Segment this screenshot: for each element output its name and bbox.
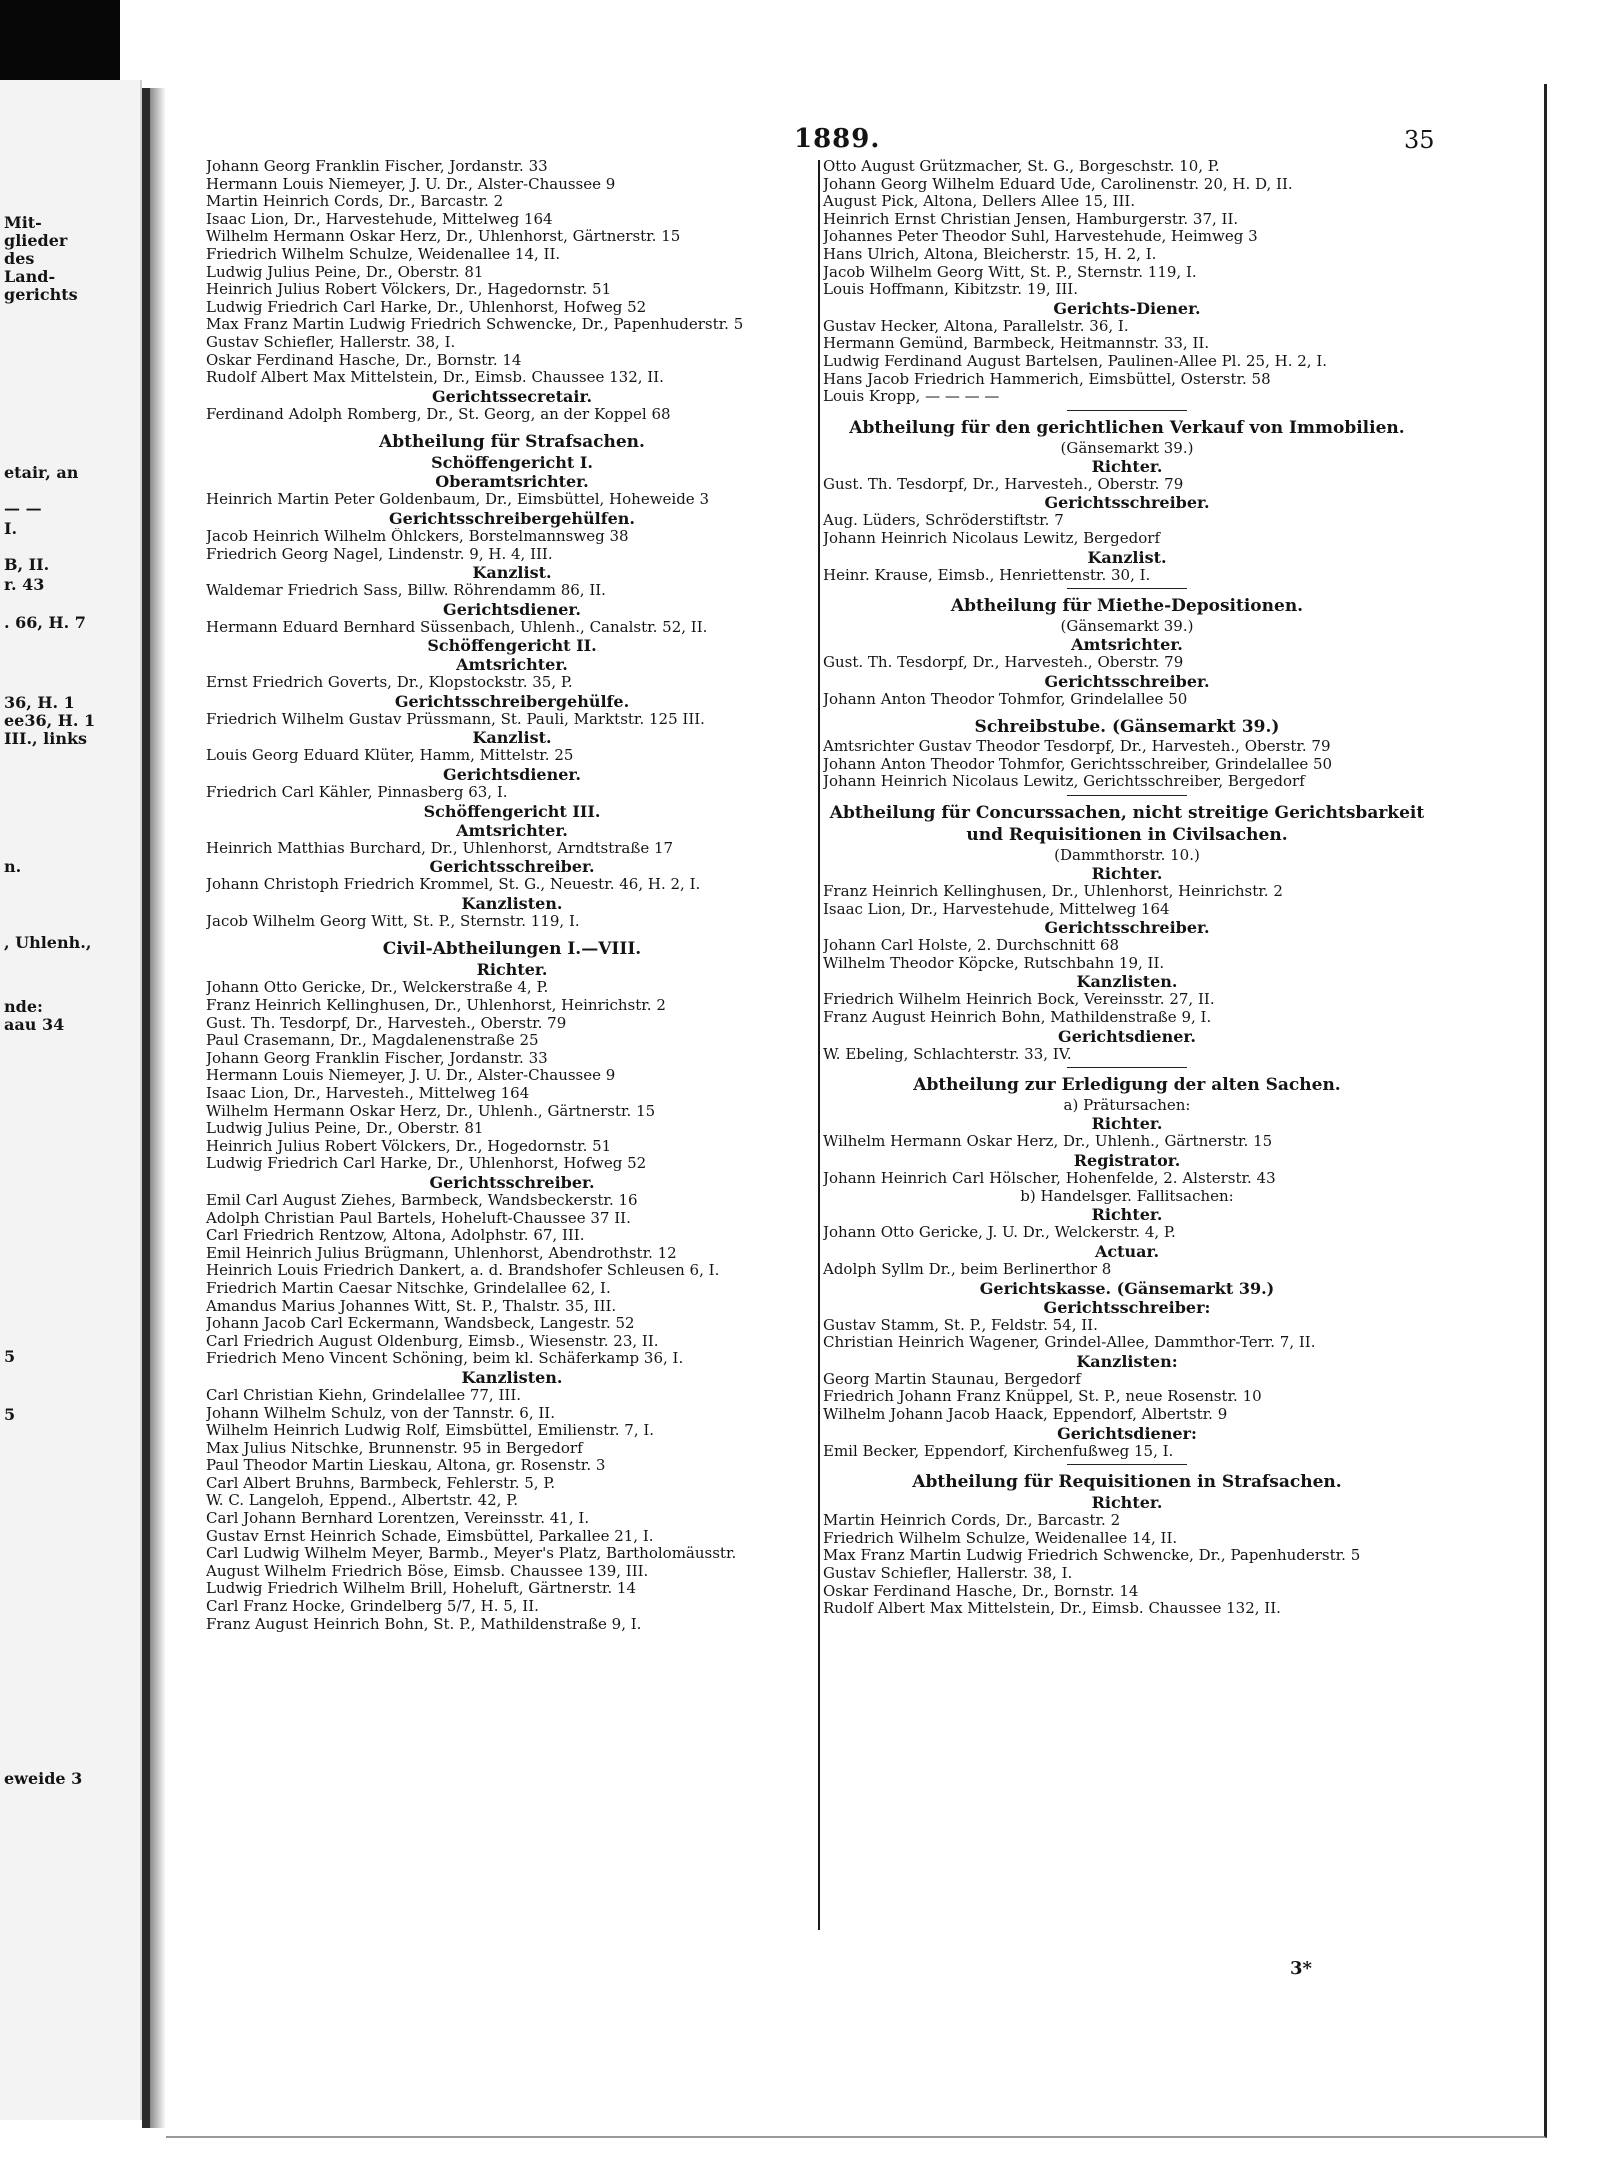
book-gutter — [142, 88, 150, 2128]
directory-entry: Amandus Marius Johannes Witt, St. P., Thalstr. 35, III. — [206, 1297, 617, 1315]
directory-entry: Ernst Friedrich Goverts, Dr., Klopstockstr. 35, P. — [206, 674, 573, 692]
directory-entry: Gustav Ernst Heinrich Schade, Eimsbüttel, Parkallee 21, I. — [206, 1527, 654, 1545]
role-heading: Gerichtsdiener. — [443, 765, 581, 785]
role-heading: Gerichtsschreiber: — [1043, 1297, 1211, 1317]
section-note: a) Prätursachen: — [1063, 1096, 1191, 1115]
directory-entry: Johann Christoph Friedrich Krommel, St. G., Neuestr. 46, H. 2, I. — [206, 876, 701, 894]
directory-entry: Hermann Gemünd, Barmbeck, Heitmannstr. 33, II. — [823, 335, 1210, 353]
previous-page-fragment: , Uhlenh., — [4, 933, 92, 952]
section-heading: Abtheilung zur Erledigung der alten Sachen. — [913, 1075, 1341, 1096]
directory-entry: W. Ebeling, Schlachterstr. 33, IV. — [823, 1045, 1072, 1063]
role-heading: Gerichtsschreiber. — [429, 857, 595, 877]
role-heading: Richter. — [1091, 1205, 1163, 1225]
page-year: 1889. — [794, 124, 881, 154]
role-heading: Kanzlisten: — [1076, 1351, 1178, 1371]
spacer — [206, 930, 818, 938]
previous-page-fragment: Mit- — [4, 213, 42, 232]
previous-page-fragment: 36, H. 1 — [4, 693, 75, 712]
directory-entry: Adolph Syllm Dr., beim Berlinerthor 8 — [823, 1261, 1112, 1278]
directory-entry: Martin Heinrich Cords, Dr., Barcastr. 2 — [823, 1512, 1121, 1530]
directory-entry: Otto August Grützmacher, St. G., Borgeschstr. 10, P. — [823, 158, 1220, 175]
directory-entry: Heinrich Julius Robert Völckers, Dr., Hogedornstr. 51 — [206, 1137, 612, 1155]
scan-top-margin — [0, 0, 1600, 82]
directory-entry: Friedrich Johann Franz Knüppel, St. P., neue Rosenstr. 10 — [823, 1388, 1262, 1406]
section-note: (Dammthorstr. 10.) — [1054, 846, 1200, 865]
previous-page-fragment: gerichts — [4, 285, 78, 304]
previous-page-fragment: ee36, H. 1 — [4, 711, 96, 730]
directory-entry: Heinrich Louis Friedrich Dankert, a. d. Brandshofer Schleusen 6, I. — [206, 1262, 720, 1280]
directory-entry: Wilhelm Theodor Köpcke, Rutschbahn 19, II. — [823, 954, 1165, 972]
role-heading: Oberamtsrichter. — [435, 472, 589, 492]
previous-page-fragment: III., links — [4, 729, 88, 748]
role-heading: Schöffengericht III. — [423, 801, 601, 821]
directory-entry: Johann Heinrich Nicolaus Lewitz, Gerichtsschreiber, Bergedorf — [823, 773, 1305, 791]
directory-entry: Christian Heinrich Wagener, Grindel-Allee, Dammthor-Terr. 7, II. — [823, 1334, 1316, 1352]
page-number: 35 — [1404, 126, 1435, 154]
directory-entry: Ludwig Ferdinand August Bartelsen, Paulinen-Allee Pl. 25, H. 2, I. — [823, 352, 1328, 370]
role-heading: Gerichtsschreibergehülfen. — [389, 508, 635, 528]
directory-entry: Friedrich Wilhelm Schulze, Weidenallee 14, II. — [206, 245, 561, 263]
previous-page-fragment: 5 — [4, 1347, 16, 1366]
role-heading: Registrator. — [1073, 1150, 1181, 1170]
directory-entry: Oskar Ferdinand Hasche, Dr., Bornstr. 14 — [823, 1582, 1139, 1600]
directory-entry: Johann Heinrich Nicolaus Lewitz, Bergedorf — [823, 529, 1161, 547]
directory-entry: Friedrich Georg Nagel, Lindenstr. 9, H. 4, III. — [206, 545, 553, 563]
section-heading: und Requisitionen in Civilsachen. — [966, 825, 1288, 846]
directory-entry: Johann Jacob Carl Eckermann, Wandsbeck, Langestr. 52 — [206, 1315, 635, 1333]
directory-entry: Hans Jacob Friedrich Hammerich, Eimsbüttel, Osterstr. 58 — [823, 370, 1271, 388]
directory-entry: Wilhelm Heinrich Ludwig Rolf, Eimsbüttel, Emilienstr. 7, I. — [206, 1422, 655, 1440]
directory-entry: Georg Martin Staunau, Bergedorf — [823, 1370, 1081, 1388]
directory-entry: Friedrich Wilhelm Schulze, Weidenallee 14, II. — [823, 1529, 1178, 1547]
directory-entry: Gustav Schiefler, Hallerstr. 38, I. — [206, 333, 456, 351]
left-column — [206, 158, 818, 1633]
directory-entry: Jacob Wilhelm Georg Witt, St. P., Sternstr. 119, I. — [206, 912, 580, 930]
directory-entry: Wilhelm Hermann Oskar Herz, Dr., Uhlenh., Gärtnerstr. 15 — [206, 1102, 656, 1120]
directory-entry: Johann Georg Franklin Fischer, Jordanstr. 33 — [206, 1049, 548, 1067]
directory-entry: Louis Kropp, — — — — — [823, 388, 1000, 406]
section-rule — [1067, 1067, 1187, 1068]
directory-entry: Carl Friedrich Rentzow, Altona, Adolphstr. 67, III. — [206, 1227, 585, 1245]
directory-entry: Hermann Louis Niemeyer, J. U. Dr., Alster-Chaussee 9 — [206, 175, 616, 193]
previous-page-fragment: . 66, H. 7 — [4, 613, 86, 632]
role-heading: Gerichtskasse. (Gänsemarkt 39.) — [979, 1278, 1275, 1298]
role-heading: Gerichtssecretair. — [431, 386, 593, 406]
role-heading: Amtsrichter. — [1071, 635, 1183, 655]
role-heading: Gerichtsdiener: — [1057, 1423, 1197, 1443]
directory-entry: Isaac Lion, Dr., Harvestehude, Mittelweg 164 — [206, 210, 553, 228]
previous-page-fragment: I. — [4, 519, 18, 538]
directory-entry: Emil Carl August Ziehes, Barmbeck, Wandsbeckerstr. 16 — [206, 1191, 638, 1209]
directory-entry: Aug. Lüders, Schröderstiftstr. 7 — [823, 512, 1064, 530]
directory-entry: Ludwig Julius Peine, Dr., Oberstr. 81 — [206, 1120, 484, 1138]
role-heading: Gerichtsdiener. — [443, 599, 581, 619]
directory-entry: Friedrich Wilhelm Gustav Prüssmann, St. Pauli, Marktstr. 125 III. — [206, 710, 705, 728]
directory-entry: Gustav Hecker, Altona, Parallelstr. 36, I. — [823, 317, 1129, 335]
section-note: (Gänsemarkt 39.) — [1060, 438, 1194, 457]
previous-page-fragment: des — [4, 249, 35, 268]
directory-entry: Louis Hoffmann, Kibitzstr. 19, III. — [823, 281, 1078, 299]
role-heading: Gerichtsschreiber. — [1044, 918, 1210, 938]
directory-entry: Johann Anton Theodor Tohmfor, Grindelallee 50 — [823, 690, 1188, 708]
role-heading: Kanzlisten. — [1076, 972, 1178, 992]
directory-entry: Heinrich Matthias Burchard, Dr., Uhlenhorst, Arndtstraße 17 — [206, 839, 674, 857]
directory-entry: Wilhelm Johann Jacob Haack, Eppendorf, Albertstr. 9 — [823, 1405, 1228, 1423]
directory-entry: Carl Christian Kiehn, Grindelallee 77, III. — [206, 1386, 522, 1404]
section-rule — [1067, 1464, 1187, 1465]
role-heading: Actuar. — [1094, 1242, 1160, 1261]
section-rule — [1067, 588, 1187, 589]
directory-entry: Carl Friedrich August Oldenburg, Eimsb., Wiesenstr. 23, II. — [206, 1332, 659, 1350]
spacer — [206, 423, 818, 431]
right-column — [823, 158, 1431, 1618]
directory-entry: Carl Ludwig Wilhelm Meyer, Barmb., Meyer's Platz, Bartholomäusstr. — [206, 1545, 737, 1563]
directory-entry: Franz Heinrich Kellinghusen, Dr., Uhlenhorst, Heinrichstr. 2 — [206, 997, 666, 1015]
directory-entry: Johann Otto Gericke, Dr., Welckerstraße 4, P. — [206, 979, 549, 997]
directory-entry: Heinrich Julius Robert Völckers, Dr., Hagedornstr. 51 — [206, 281, 612, 299]
directory-entry: Isaac Lion, Dr., Harvesteh., Mittelweg 164 — [206, 1085, 530, 1102]
directory-entry: Gust. Th. Tesdorpf, Dr., Harvesteh., Oberstr. 79 — [823, 475, 1184, 493]
directory-entry: Isaac Lion, Dr., Harvestehude, Mittelweg 164 — [823, 900, 1170, 918]
directory-entry: Paul Theodor Martin Lieskau, Altona, gr. Rosenstr. 3 — [206, 1457, 606, 1475]
role-heading: Richter. — [1091, 456, 1163, 476]
directory-entry: Hermann Eduard Bernhard Süssenbach, Uhlenh., Canalstr. 52, II. — [206, 618, 708, 636]
role-heading: Kanzlisten. — [461, 1367, 563, 1387]
section-rule — [1067, 410, 1187, 411]
previous-page-fragment: etair, an — [4, 463, 79, 482]
directory-entry: Adolph Christian Paul Bartels, Hoheluft-Chaussee 37 II. — [206, 1209, 631, 1227]
section-note: b) Handelsger. Fallitsachen: — [1020, 1187, 1234, 1206]
previous-page-fragment: aau 34 — [4, 1015, 65, 1034]
directory-entry: Emil Becker, Eppendorf, Kirchenfußweg 15, I. — [823, 1442, 1174, 1460]
directory-entry: Johann Wilhelm Schulz, von der Tannstr. 6, II. — [206, 1404, 555, 1422]
directory-entry: Rudolf Albert Max Mittelstein, Dr., Eimsb. Chaussee 132, II. — [823, 1600, 1281, 1618]
directory-entry: Gust. Th. Tesdorpf, Dr., Harvesteh., Oberstr. 79 — [823, 654, 1184, 672]
directory-entry: Emil Heinrich Julius Brügmann, Uhlenhorst, Abendrothstr. 12 — [206, 1244, 677, 1262]
section-heading: Civil-Abtheilungen I.—VIII. — [382, 939, 642, 960]
directory-entry: Wilhelm Hermann Oskar Herz, Dr., Uhlenh., Gärtnerstr. 15 — [823, 1133, 1273, 1151]
directory-entry: Carl Johann Bernhard Lorentzen, Vereinsstr. 41, I. — [206, 1510, 590, 1528]
directory-entry: Johannes Peter Theodor Suhl, Harvestehude, Heimweg 3 — [823, 228, 1258, 246]
section-heading: Schreibstube. (Gänsemarkt 39.) — [974, 717, 1280, 738]
directory-entry: Gustav Stamm, St. P., Feldstr. 54, II. — [823, 1316, 1098, 1334]
role-heading: Gerichtsschreiber. — [1044, 493, 1210, 513]
previous-page-fragment: glieder — [4, 231, 68, 250]
previous-page-fragment: r. 43 — [4, 575, 45, 594]
role-heading: Kanzlist. — [472, 563, 552, 583]
previous-page-fragment: 5 — [4, 1405, 16, 1424]
previous-page-fragment: — — — [4, 499, 42, 518]
section-heading: Abtheilung für den gerichtlichen Verkauf von Immobilien. — [849, 417, 1405, 438]
previous-page-edge — [0, 80, 142, 2120]
section-note: (Gänsemarkt 39.) — [1060, 617, 1194, 636]
directory-entry: Friedrich Wilhelm Heinrich Bock, Vereinsstr. 27, II. — [823, 991, 1215, 1009]
role-heading: Kanzlist. — [472, 728, 552, 748]
directory-entry: Hermann Louis Niemeyer, J. U. Dr., Alster-Chaussee 9 — [206, 1067, 616, 1085]
previous-page-fragment: nde: — [4, 997, 43, 1016]
directory-entry: Heinrich Martin Peter Goldenbaum, Dr., Eimsbüttel, Hoheweide 3 — [206, 491, 709, 509]
directory-entry: Heinrich Ernst Christian Jensen, Hamburgerstr. 37, II. — [823, 210, 1239, 228]
directory-entry: Gustav Schiefler, Hallerstr. 38, I. — [823, 1564, 1073, 1582]
directory-entry: Ludwig Friedrich Wilhelm Brill, Hoheluft, Gärtnerstr. 14 — [206, 1580, 637, 1598]
directory-entry: Johann Anton Theodor Tohmfor, Gerichtsschreiber, Grindelallee 50 — [823, 755, 1333, 773]
directory-entry: August Pick, Altona, Dellers Allee 15, III. — [823, 193, 1136, 211]
directory-entry: Max Julius Nitschke, Brunnenstr. 95 in Bergedorf — [206, 1439, 583, 1457]
directory-entry: Johann Otto Gericke, J. U. Dr., Welckerstr. 4, P. — [823, 1224, 1176, 1242]
previous-page-fragment: Land- — [4, 267, 56, 286]
directory-entry: Johann Georg Franklin Fischer, Jordanstr. 33 — [206, 158, 548, 175]
column-divider — [818, 160, 820, 1930]
directory-entry: Waldemar Friedrich Sass, Billw. Röhrendamm 86, II. — [206, 582, 606, 600]
role-heading: Amtsrichter. — [456, 820, 568, 840]
role-heading: Richter. — [1091, 1493, 1163, 1513]
directory-entry: Jacob Wilhelm Georg Witt, St. P., Sternstr. 119, I. — [823, 263, 1197, 281]
directory-entry: Ferdinand Adolph Romberg, Dr., St. Georg, an der Koppel 68 — [206, 405, 671, 423]
directory-entry: Hans Ulrich, Altona, Bleicherstr. 15, H. 2, I. — [823, 245, 1157, 263]
spacer — [823, 708, 1431, 716]
previous-page-fragment: n. — [4, 857, 22, 876]
directory-entry: Oskar Ferdinand Hasche, Dr., Bornstr. 14 — [206, 351, 522, 369]
directory-entry: Franz August Heinrich Bohn, Mathildenstraße 9, I. — [823, 1009, 1212, 1027]
directory-entry: Friedrich Martin Caesar Nitschke, Grindelallee 62, I. — [206, 1279, 611, 1297]
role-heading: Gerichts-Diener. — [1053, 298, 1201, 318]
directory-entry: August Wilhelm Friedrich Böse, Eimsb. Chaussee 139, III. — [206, 1562, 649, 1580]
directory-entry: Rudolf Albert Max Mittelstein, Dr., Eimsb. Chaussee 132, II. — [206, 369, 664, 387]
directory-entry: Friedrich Carl Kähler, Pinnasberg 63, I. — [206, 784, 508, 802]
section-rule — [1067, 795, 1187, 796]
role-heading: Gerichtsdiener. — [1058, 1026, 1196, 1046]
role-heading: Gerichtsschreiber. — [1044, 671, 1210, 691]
directory-entry: Louis Georg Eduard Klüter, Hamm, Mittelstr. 25 — [206, 747, 574, 765]
directory-entry: Franz August Heinrich Bohn, St. P., Mathildenstraße 9, I. — [206, 1615, 642, 1633]
section-heading: Abtheilung für Miethe-Depositionen. — [950, 596, 1304, 617]
directory-entry: Martin Heinrich Cords, Dr., Barcastr. 2 — [206, 193, 504, 211]
directory-entry: Johann Georg Wilhelm Eduard Ude, Carolinenstr. 20, H. D, II. — [823, 175, 1293, 193]
role-heading: Schöffengericht II. — [427, 636, 597, 656]
directory-entry: Heinr. Krause, Eimsb., Henriettenstr. 30, I. — [823, 566, 1151, 584]
directory-entry: Amtsrichter Gustav Theodor Tesdorpf, Dr., Harvesteh., Oberstr. 79 — [823, 738, 1331, 756]
directory-entry: Franz Heinrich Kellinghusen, Dr., Uhlenhorst, Heinrichstr. 2 — [823, 883, 1283, 901]
previous-page-fragment: B, II. — [4, 555, 50, 574]
directory-entry: Johann Heinrich Carl Hölscher, Hohenfelde, 2. Alsterstr. 43 — [823, 1169, 1276, 1187]
role-heading: Richter. — [1091, 1114, 1163, 1134]
directory-entry: Gust. Th. Tesdorpf, Dr., Harvesteh., Oberstr. 79 — [206, 1014, 567, 1032]
role-heading: Kanzlist. — [1087, 547, 1167, 567]
directory-entry: Friedrich Meno Vincent Schöning, beim kl. Schäferkamp 36, I. — [206, 1350, 684, 1368]
directory-entry: Carl Franz Hocke, Grindelberg 5/7, H. 5, II. — [206, 1598, 539, 1616]
directory-entry: Max Franz Martin Ludwig Friedrich Schwencke, Dr., Papenhuderstr. 5 — [823, 1547, 1361, 1565]
directory-entry: Ludwig Julius Peine, Dr., Oberstr. 81 — [206, 263, 484, 281]
directory-entry: Paul Crasemann, Dr., Magdalenenstraße 25 — [206, 1032, 539, 1050]
page-marker: 3* — [1290, 1958, 1312, 1979]
role-heading: Richter. — [476, 960, 548, 980]
role-heading: Gerichtsschreiber. — [429, 1172, 595, 1192]
directory-entry: Max Franz Martin Ludwig Friedrich Schwencke, Dr., Papenhuderstr. 5 — [206, 316, 744, 334]
directory-entry: Ludwig Friedrich Carl Harke, Dr., Uhlenhorst, Hofweg 52 — [206, 298, 647, 316]
role-heading: Kanzlisten. — [461, 893, 563, 913]
directory-entry: Wilhelm Hermann Oskar Herz, Dr., Uhlenhorst, Gärtnerstr. 15 — [206, 228, 681, 246]
section-heading: Abtheilung für Requisitionen in Strafsachen. — [912, 1472, 1342, 1493]
gutter-shadow — [150, 88, 166, 2128]
scan-dark-corner — [0, 0, 120, 82]
directory-entry: Carl Albert Bruhns, Barmbeck, Fehlerstr. 5, P. — [206, 1474, 556, 1492]
section-heading: Abtheilung für Concurssachen, nicht streitige Gerichtsbarkeit — [829, 803, 1425, 824]
directory-entry: Johann Carl Holste, 2. Durchschnitt 68 — [823, 937, 1120, 955]
directory-entry: Jacob Heinrich Wilhelm Öhlckers, Borstelmannsweg 38 — [206, 527, 629, 545]
section-heading: Abtheilung für Strafsachen. — [379, 432, 645, 453]
directory-entry: W. C. Langeloh, Eppend., Albertstr. 42, P. — [206, 1492, 519, 1510]
role-heading: Amtsrichter. — [456, 655, 568, 675]
role-heading: Schöffengericht I. — [431, 453, 593, 473]
role-heading: Richter. — [1091, 864, 1163, 884]
directory-entry: Ludwig Friedrich Carl Harke, Dr., Uhlenhorst, Hofweg 52 — [206, 1155, 647, 1173]
previous-page-fragment: eweide 3 — [4, 1769, 83, 1788]
role-heading: Gerichtsschreibergehülfe. — [394, 691, 630, 711]
